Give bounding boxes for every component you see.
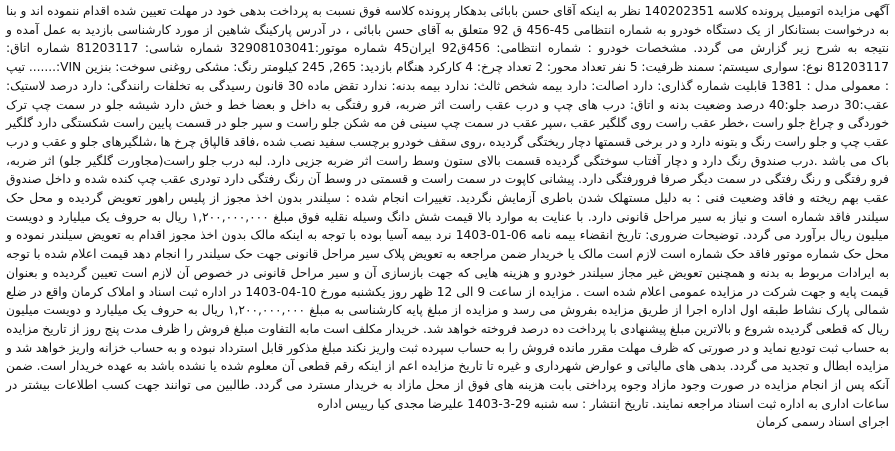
- notice-footer: اجرای اسناد رسمی کرمان: [756, 415, 889, 430]
- notice-body: آگهی مزایده اتومبیل پرونده کلاسه 140202351 نظر به اینکه آقای حسن بابائی بدهکار پرونده کلاسه فوق نسبت به پرداخت بدهی خود در مهلت تعیین شده اقدام ننموده اند و بنا به درخواست بستانکار از یک دستگاه خودرو به شماره انتظامی 45-456 ق 92 متعلق به آقای حسن بابائی ، در آدرس پارکینگ شاهین از مورد کارشناسی بازدید به عمل آمده و نتیجه به شرح زیر گزارش می گردد. مشخصات خودرو : شماره انتظامی: 456ق92 ایران45 شماره موتور:32908103041 شماره شاسی: 81203117 شماره اتاق: 81203117 نوع: سواری سیستم: سمند ظرفیت: 5 نفر تعداد محور: 2 تعداد چرخ: 4 کارکرد هنگام بازدید: 265, 245 کیلومتر رنگ: مشکی روغنی سوخت: بنزین VIN:....... تیپ : معمولی مدل : 1381 قابلیت شماره گذاری: دارد اصالت: دارد بیمه شخص ثالث: ندارد بیمه بدنه: ندارد تقض ماده 30 قانون رسیدگی به تخلفات رانندگی: دارد درصد لاستیک: عقب:30 درصد جلو:40 درصد وضعیت بدنه و اتاق: درب های چپ و درب عقب راست اثر ضربه، فرو رفتگی به داخل و بعضا خط و خش دارد شیشه جلو در سمت چپ ترک خوردگی و چراغ جلو راست ،خطر عقب راست روی گلگیر عقب ،سپر عقب در سمت چپ سینی فن مه شکن جلو راست و سپر جلو در قسمت پایین راست شکستگی دارد گلگیر عقب چپ و جلو راست رنگ و بتونه دارد و در برخی قسمتها دچار ریختگی گردیده ،روی سقف خودرو برچسب سفید نصب شده ،فاقد قالپاق چرخ ها ،شلگیرهای جلو و عقب و درب باک می باشد .درب صندوق رنگ دارد و دچار آفتاب سوختگی گردیده قسمت بالای ستون وسط راست اثر ضربه جزیی دارد. لبه درب جلو راست(مجاورت گلگیر جلو) اثر ضربه، فرو رفتگی و رنگ رفتگی در سمت دیگر صرفا فرورفتگی دارد. پیشانی کاپوت در سمت راست و قسمتی در وسط آن رنگ رفتگی دارد تودری عقب چپ کنده شده و داخل صندوق عقب بهم ریخته و فاقد وضعیت فنی : به دلیل مستهلک شدن باطری آزمایش نگردید. تغییرات انجام شده : سیلندر بدون اخذ مجوز از پلیس راهور تعویض گردیده و محل حک سیلندر فاقد شماره است و نیاز به سیر مراحل قانونی دارد. با عنایت به موارد بالا قیمت شش دانگ وسیله نقلیه فوق مبلغ ۱,۲۰۰,۰۰۰,۰۰۰ ریال به حروف یک میلیارد و دویست میلیون ریال برآورد می گردد. توضیحات ضروری: تاریخ انقضاء بیمه نامه 06-01-1403 نرد بیمه آسیا بوده با توجه به اینکه مالک بدون اخذ مجوز اقدام به تعویض سیلندر نموده و محل حک شماره موتور فاقد حک شماره است لازم است مالک یا خریدار ضمن مراجعه به تعویض پلاک سیر مراحل قانونی جهت حک سیلندر را انجام دهد قیمت اعلام شده با توجه به ایرادات مربوط به بدنه و همچنین تعویض غیر مجاز سیلندر خودرو و هزینه هایی که جهت بازسازی آن و سیر مراحل قانونی در خصوص آن لازم است تعیین گردیده و بعنوان قیمت پایه و جهت شرکت در مزایده عمومی اعلام شده است . مزایده از ساعت 9 الی 12 ظهر روز یکشنبه مورخ 10-04-1403 در اداره ثبت اسناد و املاک کرمان واقع در ضلع شمالی پارک نشاط طبقه اول اداره اجرا از طریق مزایده بفروش می رسد و مزایده از مبلغ پایه کارشناسی به مبلغ ۱,۲۰۰,۰۰۰,۰۰۰ ریال به حروف یک میلیارد و دویست میلیون ریال که قطعی گردیده شروع و بالاترین مبلغ پیشنهادی با پرداخت ده درصد فروخته خواهد شد. خریدار مکلف است مابه التفاوت مبلغ فروش را ظرف مدت پنج روز از تاریخ مزایده به حساب ثبت تودیع نماید و در صورتی که ظرف مهلت مقرر مانده فروش را به حساب سپرده ثبت واریز نکند مبلغ مذکور قابل استرداد نبوده و به حساب خزانه واریز خواهد شد و مزایده ابطال و تجدید می گردد. بدهی های مالیاتی و عوارض شهرداری و غیره تا تاریخ مزایده اعم از اینکه رقم قطعی آن معلوم شده یا نشده باشد به عهده خریدار است. ضمن آنکه پس از انجام مزایده در صورت وجود مازاد وجوه پرداختی بابت هزینه های فوق از محل مازاد به خریدار مسترد می گردد. طالبین می توانند جهت کسب اطلاعات بیشتر در ساعات اداری به اداره ثبت اسناد مراجعه نمایند. تاریخ انتشار : سه شنبه 29-3-1403 علیرضا مجدی کیا رییس اداره: [6, 4, 890, 411]
